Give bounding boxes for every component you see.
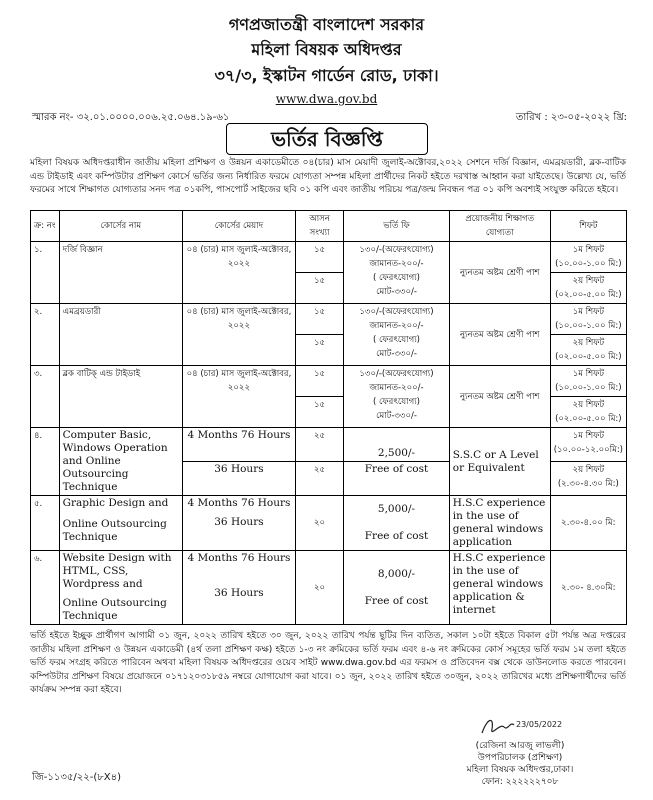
row-seats: ২৫ xyxy=(295,428,343,462)
row-course-name xyxy=(59,551,182,625)
notice-title: ভর্তির বিজ্ঞপ্তি xyxy=(226,123,428,155)
col-shift: শিফট xyxy=(550,211,626,242)
duration-line: 4 Months 76 Hours xyxy=(187,552,291,564)
shift-time: (১০.০০-১.০০ মি:) xyxy=(555,383,622,393)
fee-line: মোট-৩৩০/- xyxy=(376,287,417,297)
row-course-name: এমব্রয়ডারী xyxy=(59,304,182,366)
row-sl: ৩. xyxy=(31,366,60,428)
course-name-line: Website Design with HTML, CSS, Wordpress and xyxy=(62,552,172,590)
shift-label: ১ম শিফট xyxy=(572,369,604,379)
intro-paragraph: মহিলা বিষয়ক অধিদপ্তরাধীন জাতীয় মহিলা প্রশিক্ষণ ও উন্নয়ন একাডেমীতে ০৪(চার) মাস মেয়াদী জুলাই-অক্টোবর,২০২২ সেশনে দর্জি বিজ্ঞান, এমব্রয়ডারী, ব্লক-বাটিক এন্ড টাইডাই এবং কম্পিউটার প্রশিক্ষণ কোর্সে ভর্তির জন্য নির্ধারিত ফরমে যোগ্যতা সম্পন্ন মহিলা প্রার্থীদের নিকট হইতে দরখাস্ত আহ্বান করা যাইতেছে। উল্লেখ্য যে, ভর্তি ফরমের সাথে শিক্ষাগত যোগ্যতার সনদ পত্র ০১কপি, পাসপোর্ট সাইজের ছবি ০১ কপি এবং জাতীয় পরিচয় পত্র/জন্ম নিবন্ধন পত্র ০১ কপি অবশ্যই সংযুক্ত করিতে হইবে। xyxy=(30,158,626,195)
fee-line: ( ফেরৎযোগ্য) xyxy=(372,335,420,345)
row-duration xyxy=(183,496,296,551)
row-sl: ১. xyxy=(31,242,60,304)
row-qualification: H.S.C experience in the use of general windows application & internet xyxy=(449,551,550,625)
row-seats: ১৫ xyxy=(295,335,343,366)
fee-line: ১৩০/-(অফেরৎযোগ্য) xyxy=(359,307,434,317)
row-shift: ২.৩০-৪.০০ মি: xyxy=(550,496,626,551)
row-course-name: ব্লক বাটিক্ এন্ড টাইডাই xyxy=(59,366,182,428)
row-shift: ২.৩০- ৪.৩০মি: xyxy=(550,551,626,625)
shift-label: ২য় শিফট xyxy=(572,338,605,348)
fee-line: 8,000/- xyxy=(377,567,416,580)
table-row xyxy=(31,496,627,551)
shift-time: (২.৩০-৪.৩০ মি:) xyxy=(557,479,619,489)
row-seats: ১৫ xyxy=(295,366,343,397)
shift-label: ১ম শিফট xyxy=(572,307,604,317)
shift-label: ১ম শিফট xyxy=(572,245,604,255)
row-duration: 4 Months 76 Hours xyxy=(183,428,296,462)
shift-label: ২য় শিফট xyxy=(572,276,605,286)
table-row xyxy=(31,242,627,273)
row-seats: ১৫ xyxy=(295,397,343,428)
course-table xyxy=(30,210,627,625)
col-qualification: প্রয়োজনীয় শিক্ষাগত যোগ্যতা xyxy=(449,211,550,242)
course-name-line: Online Outsourcing Technique xyxy=(62,597,167,622)
row-qualification: H.S.C experience in the use of general windows application xyxy=(449,496,550,551)
row-qualification: S.S.C or A Level or Equivalent xyxy=(449,428,550,496)
table-row xyxy=(31,428,627,462)
notice-date: তারিখ : ২৩-০৫-২০২২ খ্রি: xyxy=(515,112,627,123)
fee-line: Free of cost xyxy=(364,530,429,542)
header-address: ৩৭/৩, ইস্কাটন গার্ডেন রোড, ঢাকা। xyxy=(214,66,439,85)
row-sl: ৫. xyxy=(31,496,60,551)
row-duration: ০৪ (চার) মাস জুলাই-অক্টোবর, ২০২২ xyxy=(183,304,296,366)
row-fee xyxy=(344,551,450,625)
shift-time: (০২.০০-৫.০০ মি:) xyxy=(555,352,622,362)
row-seats: ১৫ xyxy=(295,273,343,304)
website-link[interactable]: www.dwa.gov.bd xyxy=(275,92,378,106)
signatory-designation: উপপরিচালক (প্রশিক্ষণ) xyxy=(477,753,563,763)
shift-time: (১০.০০-১.০০ মি:) xyxy=(555,259,622,269)
col-sl: ক্র: নং xyxy=(31,211,60,242)
duration-line: 36 Hours xyxy=(214,516,264,528)
fee-line: ১৩০/-(অফেরৎযোগ্য) xyxy=(359,369,434,379)
duration-line: 36 Hours xyxy=(214,587,264,599)
notice-code: জি-১১৩৫/২২-(৮X৪) xyxy=(32,772,121,783)
fee-line: ( ফেরৎযোগ্য) xyxy=(372,397,420,407)
row-shift xyxy=(550,242,626,273)
row-shift xyxy=(550,335,626,366)
signature-icon xyxy=(478,713,563,739)
row-seats: ২০ xyxy=(295,551,343,625)
row-duration: ০৪ (চার) মাস জুলাই-অক্টোবর, ২০২২ xyxy=(183,366,296,428)
row-qualification: ন্যুনতম অষ্টম শ্রেণী পাশ xyxy=(449,304,550,366)
table-row xyxy=(31,304,627,335)
signatory-office: মহিলা বিষয়ক অধিদপ্তর,ঢাকা। xyxy=(466,765,574,775)
row-fee xyxy=(344,366,450,428)
col-duration: কোর্সের মেয়াদ xyxy=(183,211,296,242)
row-course-name: দর্জি বিজ্ঞান xyxy=(59,242,182,304)
row-qualification: ন্যুনতম অষ্টম শ্রেণী পাশ xyxy=(449,242,550,304)
row-seats: ২০ xyxy=(295,496,343,551)
row-shift xyxy=(550,366,626,397)
shift-label: ২য় শিফট xyxy=(572,465,605,475)
row-shift xyxy=(550,397,626,428)
signature-block xyxy=(430,740,610,788)
row-duration: ০৪ (চার) মাস জুলাই-অক্টোবর, ২০২২ xyxy=(183,242,296,304)
row-seats: ১৫ xyxy=(295,242,343,273)
row-fee: 2,500/- xyxy=(344,428,450,462)
row-sl: ৬. xyxy=(31,551,60,625)
shift-time: (০২.০০-৫.০০ মি:) xyxy=(555,414,622,424)
row-shift xyxy=(550,304,626,335)
course-name-line: Online Outsourcing Technique xyxy=(62,518,167,543)
fee-line: মোট-৩৩০/- xyxy=(376,411,417,421)
signatory-phone: ফোন: ২২২২২২৭০৮ xyxy=(481,777,559,787)
shift-time: (১০.০০-১.০০ মি:) xyxy=(555,321,622,331)
signature-date: 23/05/2022 xyxy=(516,720,563,729)
fee-line: ( ফেরৎযোগ্য) xyxy=(372,273,420,283)
row-qualification: ন্যুনতম অষ্টম শ্রেণী পাশ xyxy=(449,366,550,428)
row-fee xyxy=(344,304,450,366)
row-course-name xyxy=(59,496,182,551)
fee-line: Free of cost xyxy=(364,594,429,607)
row-shift xyxy=(550,428,626,462)
footer-paragraph: ভর্তি হইতে ইচ্ছুক প্রার্থীগণ আগামী ০১ জুন, ২০২২ তারিখ হইতে ৩০ জুন, ২০২২ তারিখ পর্যন্ত ছুটির দিন ব্যতিত, সকাল ১০টা হইতে বিকাল ৫টা পর্যন্ত অত্র দপ্তরের জাতীয় মহিলা প্রশিক্ষণ ও উন্নয়ন একাডেমী (৪র্থ তলা প্রশিক্ষণ কক্ষ) হইতে ১-৩ নং ক্রমিকের ভর্তি ফরম এবং ৪-৬ নং ক্রমিকের কোর্স সমূহের ভর্তি ফরম ১ম তলা হইতে ভর্তি ফরম সংগ্রহ করিতে পারিবেন অথবা মহিলা বিষয়ক অধিদপ্তরের ওয়েব সাইট www.dwa.gov.bd এর ফরমস ও প্রতিবেদন বক্স থেকে ডাউনলোড করতে পারবেন। কম্পিউটার প্রশিক্ষণ বিষয়ে প্রয়োজনে ০১৭১২০৩১৮৫৯ নম্বরে যোগাযোগ করা যাবে। ০১ জুন, ২০২২ তারিখ হইতে ৩০জুন, ২০২২ তারিখের মধ্যে প্রশিক্ষণার্থীদের ভর্তি কার্যক্রম সম্পন্ন করা হইবে। xyxy=(30,631,626,695)
row-duration: 36 Hours xyxy=(183,462,296,496)
row-duration xyxy=(183,551,296,625)
shift-label: ২য় শিফট xyxy=(572,400,605,410)
table-row xyxy=(31,366,627,397)
row-seats: ১৫ xyxy=(295,304,343,335)
fee-line: মোট-৩৩০/- xyxy=(376,349,417,359)
row-shift xyxy=(550,273,626,304)
course-name-line: Graphic Design and xyxy=(62,497,169,509)
row-course-name: Computer Basic, Windows Operation and Online Outsourcing Technique xyxy=(59,428,182,496)
signatory-name: (রেজিনা আরজু লাভলী) xyxy=(475,741,565,751)
table-header-row xyxy=(31,211,627,242)
fee-line: জামানত-২০০/- xyxy=(369,383,424,393)
table-row xyxy=(31,551,627,625)
col-seats: আসন সংখ্যা xyxy=(295,211,343,242)
row-fee: Free of cost xyxy=(344,462,450,496)
fee-line: 5,000/- xyxy=(377,503,416,515)
duration-line: 4 Months 76 Hours xyxy=(187,497,291,509)
row-shift xyxy=(550,462,626,496)
row-sl: ৪. xyxy=(31,428,60,496)
header-line-2: মহিলা বিষয়ক অধিদপ্তর xyxy=(251,40,402,59)
shift-label: ১ম শিফট xyxy=(572,431,604,441)
col-course-name: কোর্সের নাম xyxy=(59,211,182,242)
row-seats: ২৫ xyxy=(295,462,343,496)
row-fee xyxy=(344,496,450,551)
fee-line: ১৩০/-(অফেরৎযোগ্য) xyxy=(359,245,434,255)
fee-line: জামানত-২০০/- xyxy=(369,259,424,269)
memo-number: স্মারক নং- ৩২.০১.০০০০.০০৬.২৫.০৬৪.১৯-৬১ xyxy=(32,112,230,123)
fee-line: জামানত-২০০/- xyxy=(369,321,424,331)
shift-time: (০২.০০-৫.০০ মি:) xyxy=(555,290,622,300)
col-fee: ভর্তি ফি xyxy=(344,211,450,242)
row-sl: ২. xyxy=(31,304,60,366)
header-line-1: গণপ্রজাতন্ত্রী বাংলাদেশ সরকার xyxy=(228,15,425,34)
shift-time: (১০.০০-১২.০০মি:) xyxy=(553,445,623,455)
row-fee xyxy=(344,242,450,304)
